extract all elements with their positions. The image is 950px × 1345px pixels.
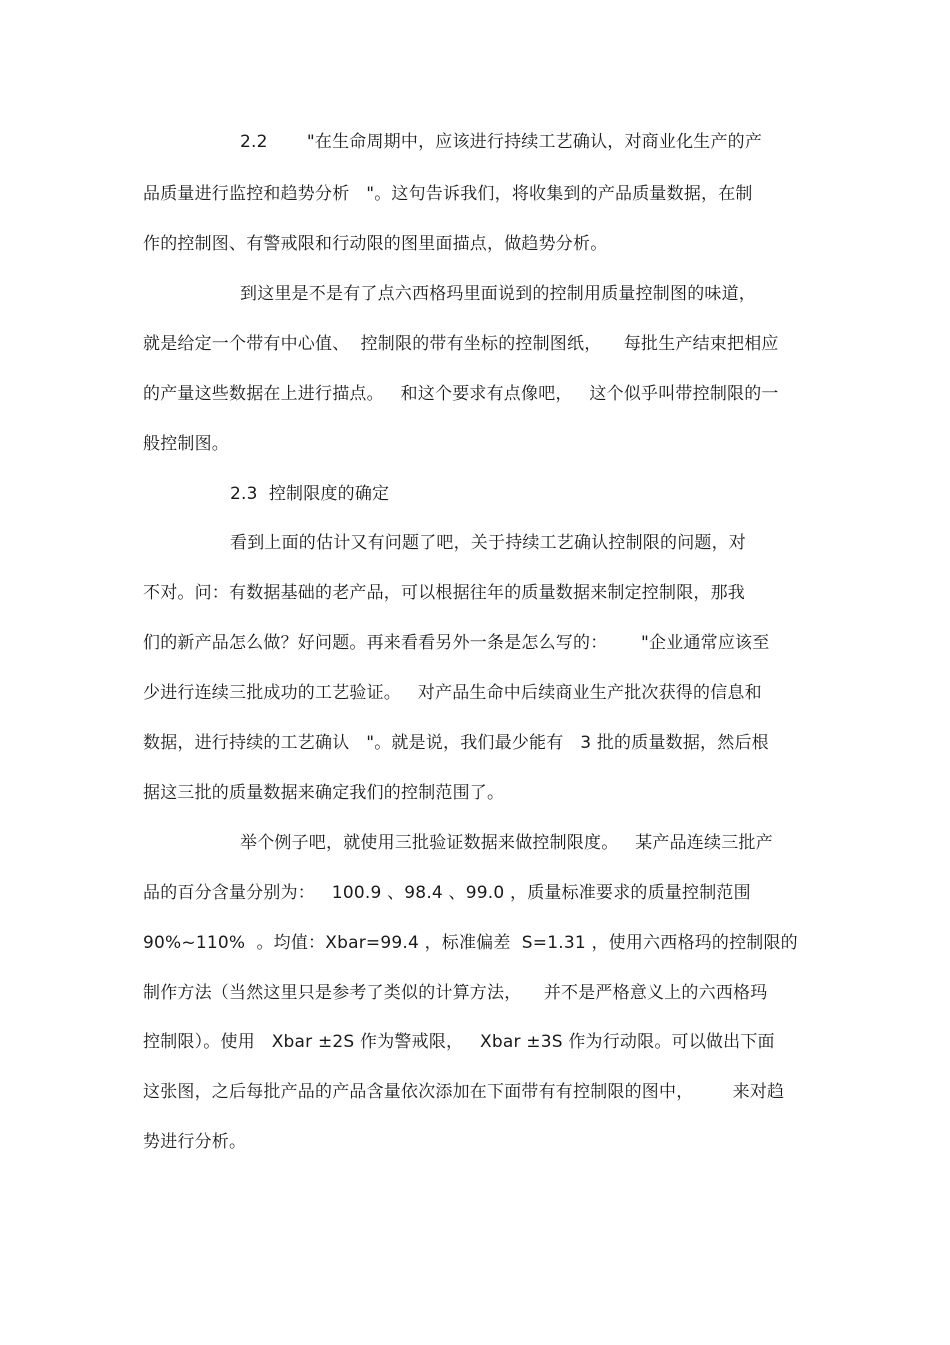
para-2-2-line-3: 作的控制图、有警戒限和行动限的图里面描点，做趋势分析。 bbox=[143, 234, 608, 254]
para-example-line-6: 这张图，之后每批产品的产品含量依次添加在下面带有有控制限的图中， 来对趋 bbox=[143, 1082, 785, 1102]
para-2-3-line-4: 少进行连续三批成功的工艺验证。 对产品生命中后续商业生产批次获得的信息和 bbox=[143, 683, 762, 703]
para-2-2-line-1: 2.2 "在生命周期中，应该进行持续工艺确认，对商业化生产的产 bbox=[240, 132, 763, 152]
para-six-sigma-line-3: 的产量这些数据在上进行描点。 和这个要求有点像吧， 这个似乎叫带控制限的一 bbox=[143, 384, 779, 404]
para-2-2-line-2: 品质量进行监控和趋势分析 "。这句告诉我们，将收集到的产品质量数据，在制 bbox=[143, 184, 753, 204]
para-six-sigma-line-4: 般控制图。 bbox=[143, 434, 229, 454]
para-example-line-2: 品的百分含量分别为： 100.9 、98.4 、99.0 ，质量标准要求的质量控制范围 bbox=[143, 883, 751, 903]
para-example-line-3: 90%~110% 。均值：Xbar=99.4 ，标准偏差 S=1.31 ，使用六西格玛的控制限的 bbox=[143, 933, 798, 953]
para-six-sigma-line-1: 到这里是不是有了点六西格玛里面说到的控制用质量控制图的味道， bbox=[240, 284, 756, 304]
para-2-3-line-2: 不对。问：有数据基础的老产品，可以根据往年的质量数据来制定控制限，那我 bbox=[143, 583, 745, 603]
para-example-line-5: 控制限）。使用 Xbar ±2S 作为警戒限， Xbar ±3S 作为行动限。可以做出下面 bbox=[143, 1032, 775, 1052]
para-example-line-1: 举个例子吧，就使用三批验证数据来做控制限度。 某产品连续三批产 bbox=[240, 833, 773, 853]
para-2-3-line-1: 看到上面的估计又有问题了吧，关于持续工艺确认控制限的问题，对 bbox=[230, 533, 746, 553]
para-example-line-7: 势进行分析。 bbox=[143, 1132, 247, 1152]
para-2-3-line-6: 据这三批的质量数据来确定我们的控制范围了。 bbox=[143, 783, 505, 803]
para-example-line-4: 制作方法（当然这里只是参考了类似的计算方法， 并不是严格意义上的六西格玛 bbox=[143, 983, 768, 1003]
para-six-sigma-line-2: 就是给定一个带有中心值、 控制限的带有坐标的控制图纸， 每批生产结束把相应 bbox=[143, 334, 779, 354]
para-2-3-line-5: 数据，进行持续的工艺确认 "。就是说，我们最少能有 3 批的质量数据，然后根 bbox=[143, 733, 769, 753]
section-heading-2-3: 2.3 控制限度的确定 bbox=[230, 484, 390, 504]
para-2-3-line-3: 们的新产品怎么做？好问题。再来看看另外一条是怎么写的： "企业通常应该至 bbox=[143, 633, 770, 653]
